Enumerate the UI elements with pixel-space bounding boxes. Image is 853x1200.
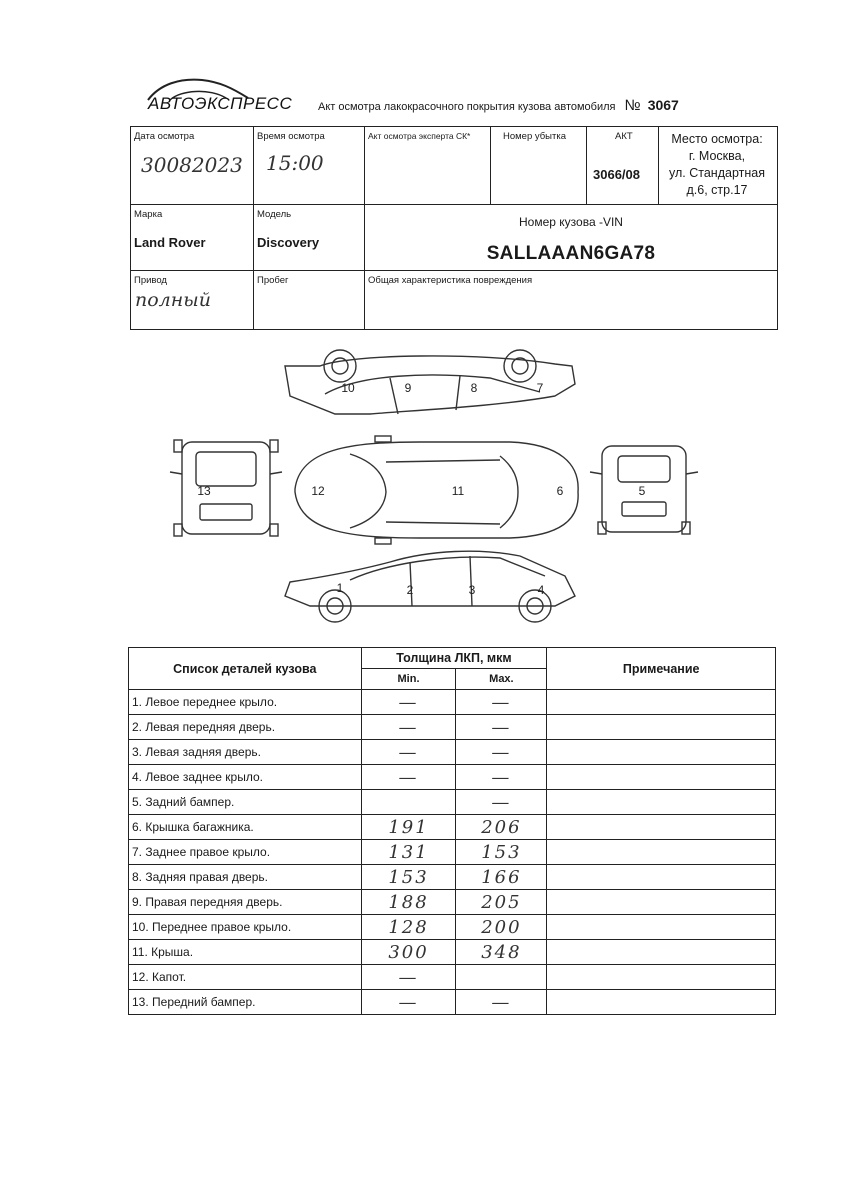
damage-cell (365, 271, 777, 329)
min-cell: — (361, 990, 456, 1015)
zone-label-3: 3 (468, 583, 476, 597)
place-line-3: д.6, стр.17 (686, 183, 748, 197)
min-cell: — (361, 740, 456, 765)
mileage-cell (254, 271, 365, 329)
model-cell (254, 205, 365, 271)
place-cell (659, 127, 777, 205)
min-cell: 153 (361, 865, 456, 890)
min-cell: 131 (361, 840, 456, 865)
note-cell (547, 790, 776, 815)
time-value: 15:00 (266, 151, 324, 175)
zone-label-2: 2 (406, 583, 414, 597)
min-cell: — (361, 765, 456, 790)
table-row (129, 965, 776, 990)
right-side-view (285, 350, 575, 414)
document-title (318, 97, 679, 114)
drive-label: Привод (134, 275, 167, 286)
part-cell: 7. Заднее правое крыло. (129, 840, 362, 865)
col-parts-header: Список деталей кузова (129, 648, 362, 690)
table-row (129, 740, 776, 765)
col-max-header: Max. (456, 669, 547, 690)
date-cell (131, 127, 254, 205)
max-cell: 153 (456, 840, 547, 865)
note-cell (547, 840, 776, 865)
zone-label-10: 10 (341, 381, 355, 395)
max-cell: — (456, 765, 547, 790)
table-row (129, 865, 776, 890)
part-cell: 10. Переднее правое крыло. (129, 915, 362, 940)
table-row (129, 715, 776, 740)
table-row (129, 940, 776, 965)
paint-thickness-table (128, 647, 776, 1015)
part-cell: 11. Крыша. (129, 940, 362, 965)
max-cell: — (456, 740, 547, 765)
place-label: Место осмотра: (671, 132, 763, 146)
zone-label-13: 13 (197, 484, 211, 498)
time-label: Время осмотра (257, 131, 325, 142)
zone-label-6: 6 (556, 484, 564, 498)
drive-value: полный (135, 289, 211, 311)
note-cell (547, 990, 776, 1015)
part-cell: 2. Левая передняя дверь. (129, 715, 362, 740)
part-cell: 4. Левое заднее крыло. (129, 765, 362, 790)
note-cell (547, 715, 776, 740)
part-cell: 8. Задняя правая дверь. (129, 865, 362, 890)
act-number: 3067 (647, 97, 679, 113)
max-cell: — (456, 790, 547, 815)
min-cell: — (361, 715, 456, 740)
part-cell: 3. Левая задняя дверь. (129, 740, 362, 765)
company-logo (140, 74, 293, 122)
max-cell: 200 (456, 915, 547, 940)
min-cell: 300 (361, 940, 456, 965)
max-cell: — (456, 990, 547, 1015)
top-view (295, 436, 578, 544)
expert-label: Акт осмотра эксперта СК* (368, 131, 471, 141)
max-cell: — (456, 715, 547, 740)
model-value: Discovery (257, 235, 320, 250)
left-side-view (285, 551, 575, 622)
table-row (129, 990, 776, 1015)
max-cell: 166 (456, 865, 547, 890)
note-cell (547, 890, 776, 915)
zone-label-7: 7 (536, 381, 544, 395)
note-cell (547, 915, 776, 940)
zone-label-1: 1 (336, 581, 344, 595)
zone-label-4: 4 (537, 583, 545, 597)
note-cell (547, 690, 776, 715)
expert-cell (365, 127, 491, 205)
inspection-form (130, 126, 778, 330)
mileage-label: Пробег (257, 275, 289, 286)
col-thickness-header: Толщина ЛКП, мкм (361, 648, 547, 669)
note-cell (547, 740, 776, 765)
part-cell: 1. Левое переднее крыло. (129, 690, 362, 715)
date-value: 30082023 (141, 153, 243, 177)
zone-label-12: 12 (311, 484, 325, 498)
date-label: Дата осмотра (134, 131, 195, 142)
note-cell (547, 815, 776, 840)
title-text: Акт осмотра лакокрасочного покрытия кузова автомобиля (318, 101, 616, 113)
note-cell (547, 965, 776, 990)
note-cell (547, 940, 776, 965)
damage-label: Общая характеристика повреждения (368, 275, 533, 286)
claim-label: Номер убытка (503, 131, 567, 142)
table-row (129, 790, 776, 815)
place-block (659, 131, 775, 199)
min-cell: 191 (361, 815, 456, 840)
vin-cell (365, 205, 777, 271)
number-sign: № (624, 97, 641, 114)
max-cell: 348 (456, 940, 547, 965)
act-value: 3066/08 (593, 167, 640, 182)
act-label: АКТ (615, 131, 633, 142)
place-line-2: ул. Стандартная (669, 166, 765, 180)
table-row (129, 765, 776, 790)
part-cell: 12. Капот. (129, 965, 362, 990)
place-line-1: г. Москва, (688, 149, 746, 163)
min-cell: 188 (361, 890, 456, 915)
part-cell: 9. Правая передняя дверь. (129, 890, 362, 915)
drive-cell (131, 271, 254, 329)
max-cell (456, 965, 547, 990)
table-row (129, 815, 776, 840)
logo-text: АВТОЭКСПРЕСС (148, 94, 293, 113)
front-view (170, 440, 282, 536)
note-cell (547, 765, 776, 790)
make-label: Марка (134, 209, 163, 220)
note-cell (547, 865, 776, 890)
part-cell: 13. Передний бампер. (129, 990, 362, 1015)
min-cell: — (361, 965, 456, 990)
act-cell (587, 127, 659, 205)
time-cell (254, 127, 365, 205)
make-value: Land Rover (134, 235, 206, 250)
part-cell: 6. Крышка багажника. (129, 815, 362, 840)
vin-value: SALLAAAN6GA78 (486, 243, 656, 264)
claim-cell (491, 127, 587, 205)
part-cell: 5. Задний бампер. (129, 790, 362, 815)
car-body-diagram (160, 344, 700, 636)
table-row (129, 915, 776, 940)
table-row (129, 690, 776, 715)
zone-label-8: 8 (470, 381, 478, 395)
vin-label: Номер кузова -VIN (519, 215, 623, 229)
max-cell: — (456, 690, 547, 715)
table-row (129, 840, 776, 865)
table-row (129, 890, 776, 915)
make-cell (131, 205, 254, 271)
min-cell: 128 (361, 915, 456, 940)
col-min-header: Min. (361, 669, 456, 690)
zone-label-5: 5 (638, 484, 646, 498)
zone-label-11: 11 (451, 484, 465, 498)
max-cell: 205 (456, 890, 547, 915)
col-note-header: Примечание (547, 648, 776, 690)
min-cell (361, 790, 456, 815)
min-cell: — (361, 690, 456, 715)
zone-label-9: 9 (404, 381, 412, 395)
model-label: Модель (257, 209, 292, 220)
max-cell: 206 (456, 815, 547, 840)
